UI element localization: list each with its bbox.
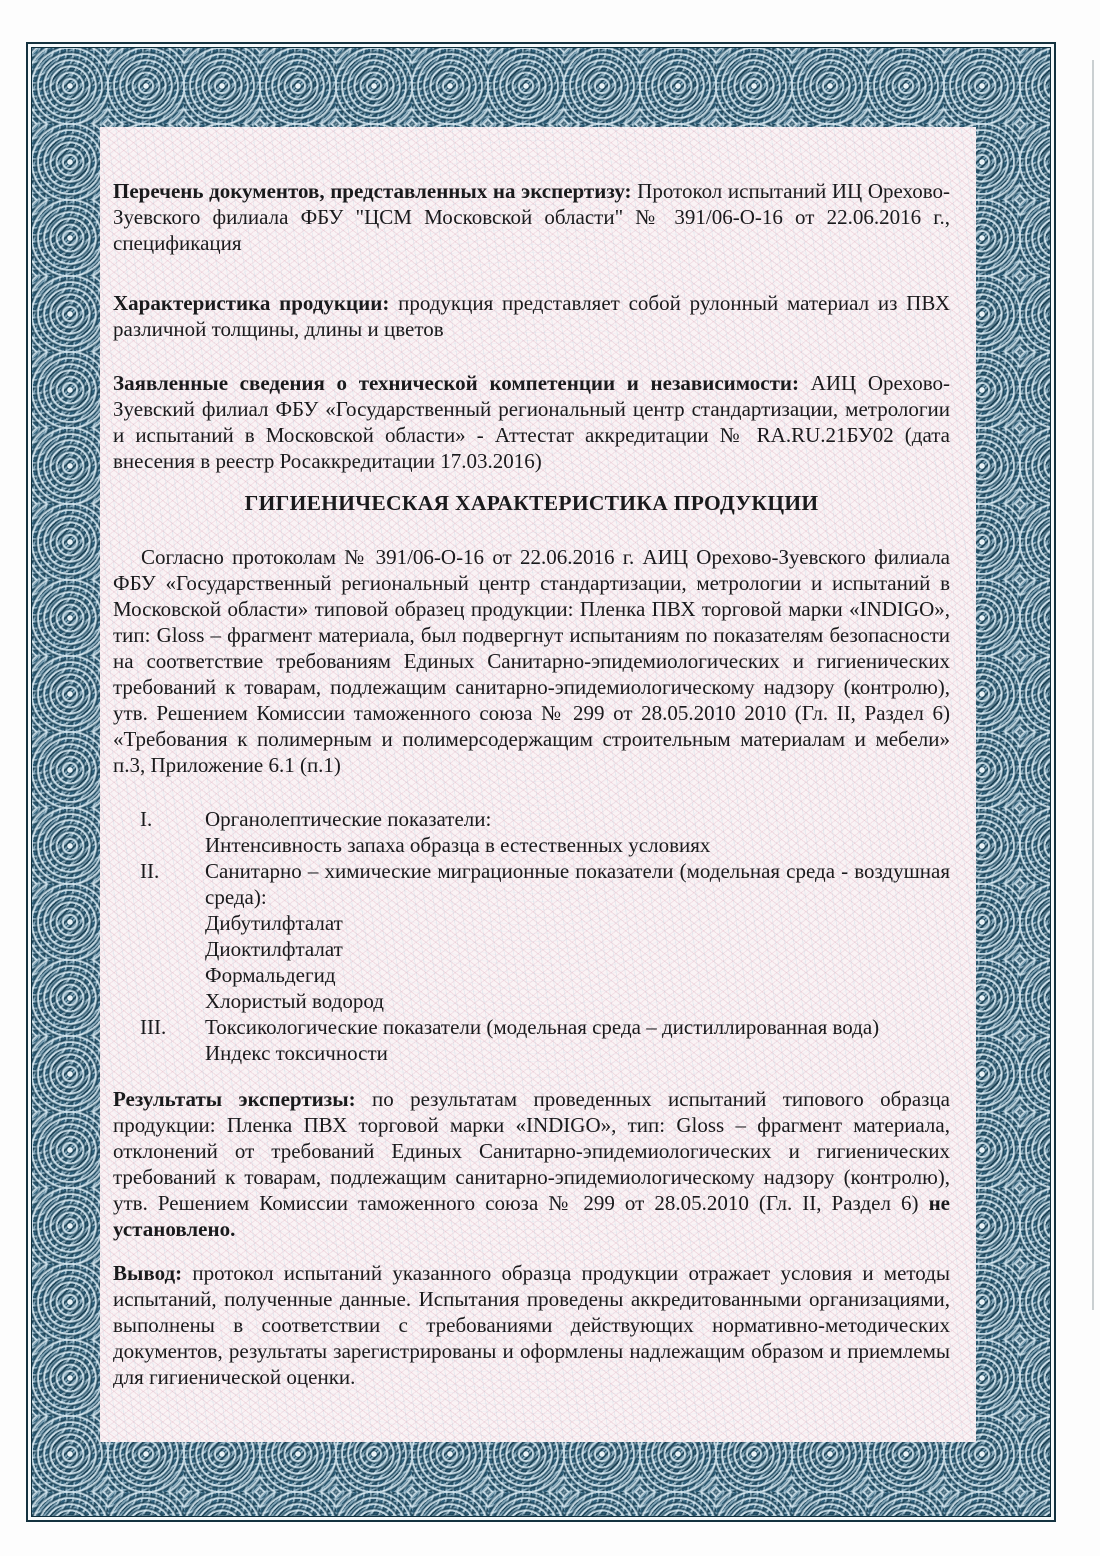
indicator-item-sanitary-chemical bbox=[113, 858, 950, 1014]
indicator-list bbox=[113, 806, 950, 1066]
documents-list-text: Протокол испытаний ИЦ Орехово-Зуевского филиала ФБУ "ЦСМ Московской области" № 391/06-О-16 от 22.06.2016 г., спецификация bbox=[113, 179, 950, 255]
indicator-sub-item: Индекс токсичности bbox=[205, 1041, 388, 1065]
product-characteristics-text: продукция представляет собой рулонный материал из ПВХ различной толщины, длины и цветов bbox=[113, 291, 950, 341]
indicator-sub-item: Диоктилфталат bbox=[205, 937, 343, 961]
competence-paragraph bbox=[113, 370, 950, 474]
indicator-item-toxicological bbox=[113, 1014, 950, 1066]
indicator-sub-item: Интенсивность запаха образца в естественных условиях bbox=[205, 833, 711, 857]
results-paragraph bbox=[113, 1086, 950, 1242]
product-characteristics-paragraph bbox=[113, 290, 950, 342]
competence-text: АИЦ Орехово-Зуевский филиал ФБУ «Государственный региональный центр стандартизации, метрологии и испытаний в Московской области» - Аттестат аккредитации № RA.RU.21БУ02 (дата внесения в реестр Росаккредитации 17.03.2016) bbox=[113, 371, 950, 473]
conclusion-label: Вывод: bbox=[113, 1261, 183, 1285]
documents-list-paragraph bbox=[113, 178, 950, 256]
indicator-numeral: III. bbox=[140, 1015, 167, 1039]
results-verdict: не установлено. bbox=[113, 1191, 950, 1241]
indicator-sub-item: Хлористый водород bbox=[205, 989, 384, 1013]
section-heading: ГИГИЕНИЧЕСКАЯ ХАРАКТЕРИСТИКА ПРОДУКЦИИ bbox=[244, 491, 819, 515]
indicator-sub-item: Формальдегид bbox=[205, 963, 336, 987]
product-characteristics-label: Характеристика продукции: bbox=[113, 291, 390, 315]
indicator-item-organoleptic bbox=[113, 806, 950, 858]
competence-label: Заявленные сведения о технической компетенции и независимости: bbox=[113, 371, 800, 395]
conclusion-text: протокол испытаний указанного образца продукции отражает условия и методы испытаний, полученные данные. Испытания проведены аккредитованными организациями, выполнены в соответствии с требованиями действующих нормативно-методических документов, результаты зарегистрированы и оформлены надлежащим образом и приемлемы для гигиенической оценки. bbox=[113, 1261, 950, 1389]
indicator-title: Токсикологические показатели (модельная среда – дистиллированная вода) bbox=[205, 1015, 880, 1039]
indicator-title: Санитарно – химические миграционные показатели (модельная среда - воздушная среда): bbox=[205, 859, 950, 909]
indicator-numeral: I. bbox=[140, 807, 153, 831]
indicator-numeral: II. bbox=[140, 859, 160, 883]
indicator-sub-item: Дибутилфталат bbox=[205, 911, 343, 935]
indicator-title: Органолептические показатели: bbox=[205, 807, 492, 831]
scan-edge-artifact bbox=[1092, 60, 1094, 1310]
documents-list-label: Перечень документов, представленных на экспертизу: bbox=[113, 179, 632, 203]
protocol-paragraph: Согласно протоколам № 391/06-О-16 от 22.06.2016 г. АИЦ Орехово-Зуевского филиала ФБУ «Государственный региональный центр стандартизации, метрологии и испытаний в Московской области» типовой образец продукции: Пленка ПВХ торговой марки «INDIGO», тип: Gloss – фрагмент материала, был подвергнут испытаниям по показателям безопасности на соответствие требованиям Единых Санитарно-эпидемиологических и гигиенических требований к товарам, подлежащим санитарно-эпидемиологическому надзору (контролю), утв. Решением Комиссии таможенного союза № 299 от 28.05.2010 2010 (Гл. II, Раздел 6) «Требования к полимерным и полимерсодержащим строительным материалам и мебели» п.3, Приложение 6.1 (п.1) bbox=[113, 545, 950, 777]
conclusion-paragraph bbox=[113, 1260, 950, 1390]
results-text: по результатам проведенных испытаний типового образца продукции: Пленка ПВХ торговой марки «INDIGO», тип: Gloss – фрагмент материала, отклонений от требований Единых Санитарно-эпидемиологических и гигиенических требований к товарам, подлежащим санитарно-эпидемиологическому надзору (контролю), утв. Решением Комиссии таможенного союза № 299 от 28.05.2010 (Гл. II, Раздел 6) bbox=[113, 1087, 950, 1215]
document-body bbox=[100, 127, 976, 1442]
results-label: Результаты экспертизы: bbox=[113, 1087, 356, 1111]
